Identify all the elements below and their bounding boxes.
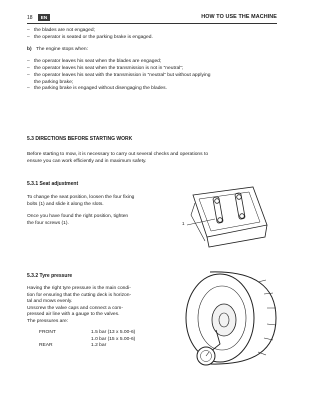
header-rule (27, 23, 277, 24)
pressure-value: 1.5 bar (13 x 5.00-6) (91, 330, 136, 335)
list-item: the blades are not engaged; (34, 28, 95, 33)
subsection-heading: 5.3.2 Tyre pressure (27, 273, 73, 279)
body-line: Having the right tyre pressure is the main condi- (27, 286, 131, 291)
list-item-cont: the parking brake; (34, 79, 74, 85)
body-line: tal and mows evenly. (27, 299, 73, 304)
list-dash: – (27, 86, 30, 91)
list-dash: – (27, 73, 30, 78)
page-header (27, 14, 277, 24)
list-dash: – (27, 66, 30, 71)
subsection-heading: 5.3.1 Seat adjustment (27, 181, 79, 187)
list-item: the operator leaves his seat when the blades are engaged; (34, 59, 162, 64)
body-line: To change the seat position, loosen the four fixing (27, 195, 135, 200)
pressure-value: 1.2 bar (91, 343, 107, 348)
body-line: bolts (1) and slide it along the slots. (27, 201, 104, 207)
body-line: Unscrew the valve caps and connect a com- (27, 305, 123, 311)
list-item: the operator leaves his seat when the transmission is not in “neutral”; (34, 66, 184, 71)
item-intro: The engine stops when: (36, 47, 88, 52)
pressure-label: FRONT (39, 330, 56, 335)
list-item: the operator is seated or the parking brake is engaged. (34, 35, 153, 40)
list-dash: – (27, 59, 30, 64)
section-heading: 5.3 DIRECTIONS BEFORE STARTING WORK (27, 136, 133, 142)
item-label: b) (27, 47, 32, 52)
pressure-label: REAR (39, 343, 53, 348)
seat-adjustment-illustration (185, 185, 275, 253)
figure-callout: 1 (182, 221, 185, 226)
pressure-value: 1.0 bar (15 x 5.00-6) (91, 336, 136, 342)
page-number: 18 (27, 15, 33, 21)
section-title: HOW TO USE THE MACHINE (201, 14, 277, 20)
body-line: tion for ensuring that the cutting deck is horizon- (27, 292, 132, 298)
list-dash: – (27, 28, 30, 33)
list-item: the parking brake is engaged without disengaging the blades. (34, 86, 167, 91)
body-line: Before starting to mow, it is necessary to carry out several checks and operations to (27, 152, 209, 157)
tyre-pressure-illustration (180, 268, 278, 368)
list-dash: – (27, 35, 30, 40)
body-line: The pressures are: (27, 318, 69, 324)
list-item: the operator leaves his seat with the transmission in “neutral” but without applying (34, 73, 211, 78)
body-line: ensure you can work efficiently and in maximum safety. (27, 158, 147, 164)
body-line: Once you have found the right position, tighten (27, 214, 129, 219)
body-line: pressed air line with a gauge to the valves. (27, 312, 120, 317)
language-badge: EN (38, 14, 50, 21)
body-line: the four screws (1). (27, 220, 69, 226)
